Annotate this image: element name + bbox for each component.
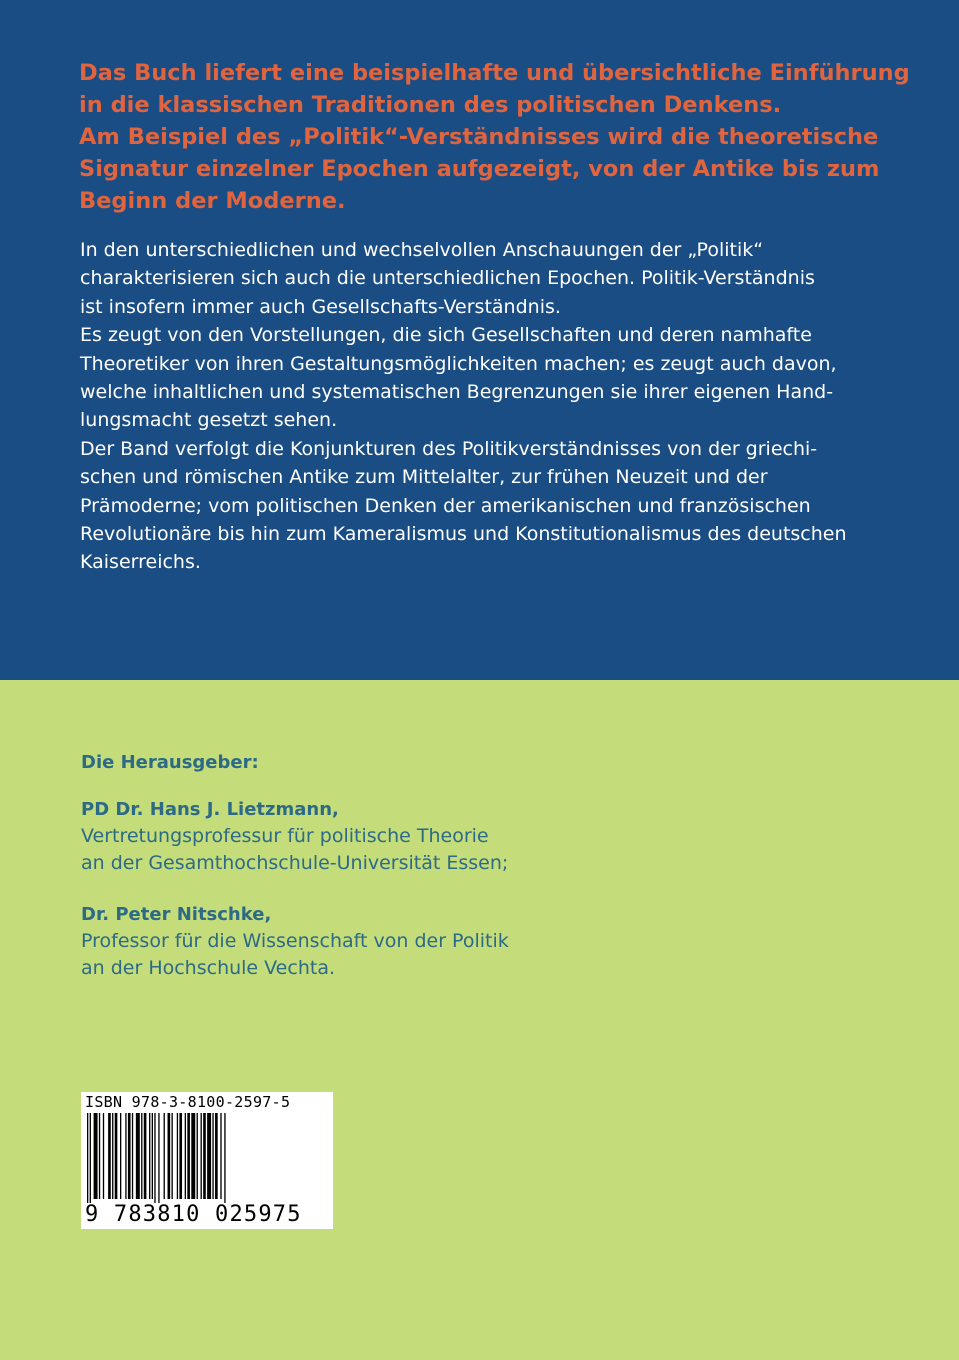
description-line: lungsmacht gesetzt sehen. [80, 409, 338, 432]
blurb [79, 57, 949, 217]
barcode-bar [158, 1113, 159, 1203]
barcode-bar [99, 1113, 100, 1199]
isbn-digits: 9 783810 025975 [85, 1202, 302, 1227]
barcode-bar [128, 1113, 131, 1199]
barcode-bar [136, 1113, 140, 1199]
description-line: Der Band verfolgt die Konjunkturen des Politikverständnisses von der griechi- [80, 437, 818, 460]
barcode-bar [177, 1113, 178, 1199]
description-line: Theoretiker von ihren Gestaltungsmöglichkeiten machen; es zeugt auch davon, [80, 352, 837, 375]
barcode-bar [108, 1113, 111, 1199]
description-line: schen und römischen Antike zum Mittelalter, zur frühen Neuzeit und der [80, 466, 768, 489]
isbn-barcode [81, 1092, 333, 1229]
barcode-bar [132, 1113, 133, 1199]
barcode-bar [141, 1113, 142, 1199]
barcode-bar [120, 1113, 121, 1199]
blurb-line: Signatur einzelner Epochen aufgezeigt, von der Antike bis zum [79, 156, 880, 182]
blurb-line: Am Beispiel des „Politik“-Verständnisses wird die theoretische [79, 124, 879, 150]
description [80, 236, 950, 577]
editor-lietzmann [81, 796, 881, 877]
barcode-bar [144, 1113, 147, 1199]
barcode-bar [94, 1113, 98, 1199]
barcode-bar [149, 1113, 150, 1199]
editor-institution: an der Gesamthochschule-Universität Essen; [81, 852, 509, 874]
barcode-bar [164, 1113, 165, 1199]
description-line: In den unterschiedlichen und wechselvollen Anschauungen der „Politik“ [80, 239, 764, 261]
editor-position: Professor für die Wissenschaft von der Politik [81, 930, 509, 952]
barcode-bar [154, 1113, 155, 1203]
editor-institution: an der Hochschule Vechta. [81, 957, 335, 979]
editor-position: Vertretungsprofessur für politische Theorie [81, 825, 489, 847]
barcode-bar [220, 1113, 221, 1199]
barcode-bar [179, 1113, 182, 1199]
editor-name: Dr. Peter Nitschke, [81, 904, 272, 925]
editors-heading: Die Herausgeber: [81, 752, 259, 773]
barcode-bar [185, 1113, 186, 1199]
description-line: Revolutionäre bis hin zum Kameralismus und Konstitutionalismus des deutschen [80, 523, 847, 546]
barcode-bar [168, 1113, 171, 1199]
blurb-line: Beginn der Moderne. [79, 188, 346, 214]
barcode-bar [203, 1113, 206, 1199]
description-line: Kaiserreichs. [80, 551, 201, 574]
blurb-line: in die klassischen Traditionen des politischen Denkens. [79, 92, 782, 118]
barcode-bar [191, 1113, 195, 1199]
barcode-bar [87, 1113, 88, 1203]
barcode-bar [207, 1113, 211, 1199]
barcode-bar [201, 1113, 202, 1199]
barcode-bar [171, 1113, 172, 1199]
description-line: ist insofern immer auch Gesellschafts-Verständnis. [80, 295, 561, 318]
isbn-label: ISBN 978-3-8100-2597-5 [85, 1093, 291, 1111]
editor-name: PD Dr. Hans J. Lietzmann, [81, 799, 339, 820]
barcode-bar [215, 1113, 218, 1199]
barcode-bar [197, 1113, 198, 1199]
barcode-bar [112, 1113, 113, 1199]
blurb-line: Das Buch liefert eine beispielhafte und übersichtliche Einführung [79, 60, 910, 86]
barcode-bar [115, 1113, 118, 1199]
barcode-bar [103, 1113, 104, 1199]
description-line: charakterisieren sich auch die unterschiedlichen Epochen. Politik-Verständnis [80, 267, 815, 290]
description-line: welche inhaltlichen und systematischen Begrenzungen sie ihrer eigenen Hand- [80, 381, 834, 404]
barcode-bars [87, 1113, 327, 1203]
barcode-bar [125, 1113, 126, 1199]
barcode-bar [90, 1113, 91, 1203]
barcode-bar [187, 1113, 190, 1199]
description-line: Prämoderne; vom politischen Denken der amerikanischen und französischen [80, 494, 811, 517]
editor-nitschke [81, 901, 881, 982]
description-line: Es zeugt von den Vorstellungen, die sich Gesellschaften und deren namhafte [80, 324, 812, 347]
barcode-bar [152, 1113, 153, 1199]
barcode-bar [224, 1113, 225, 1203]
editors-section [81, 749, 881, 1006]
barcode-bar [212, 1113, 213, 1199]
